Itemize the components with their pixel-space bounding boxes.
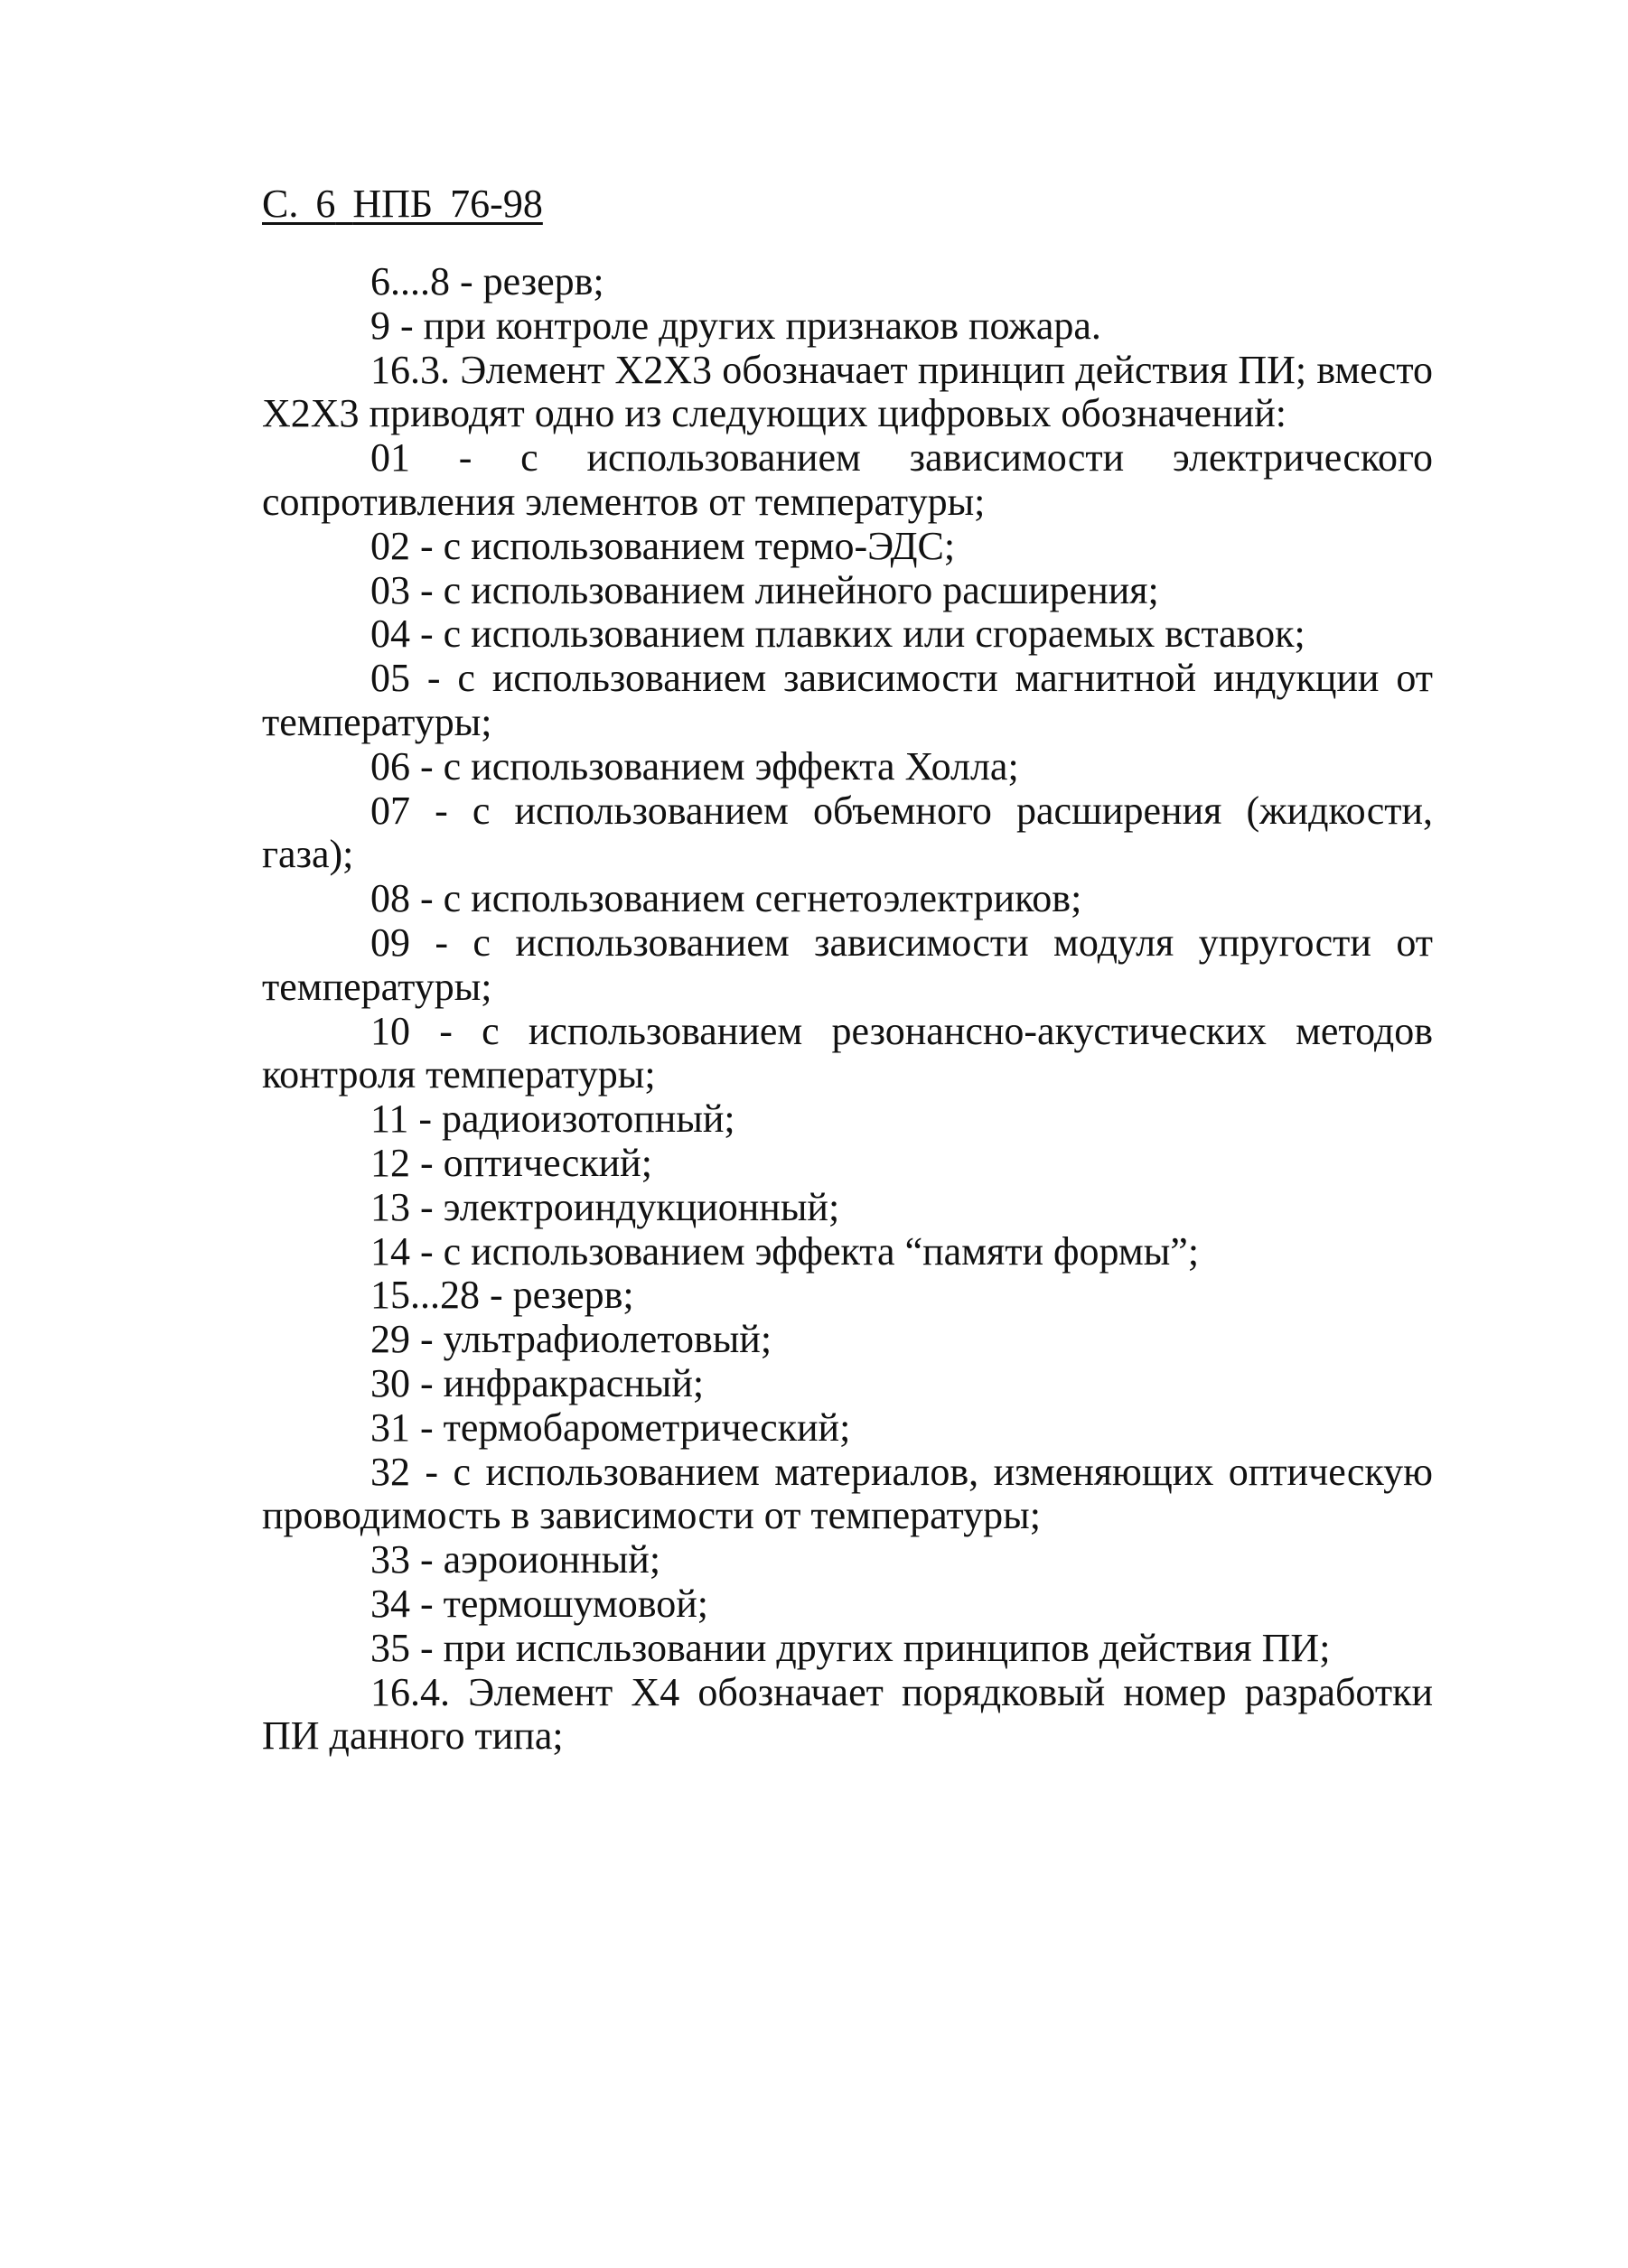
list-item-09: 09 - с использованием зависимости модуля упругости от температуры; (262, 919, 1433, 1009)
list-item-11: 11 - радиоизотопный; (370, 1097, 735, 1142)
list-item-05: 05 - с использованием зависимости магнитной индукции от температуры; (262, 656, 1433, 744)
list-item-33: 33 - аэроионный; (370, 1537, 661, 1582)
list-item-6-8-reserve: 6....8 - резерв; (370, 259, 604, 303)
list-item-02: 02 - с использованием термо-ЭДС; (370, 523, 956, 568)
list-item-13: 13 - электроиндукционный; (370, 1184, 840, 1229)
body-text (262, 260, 1433, 1759)
list-item-06: 06 - с использованием эффекта Холла; (370, 743, 1019, 789)
document-code: НПБ 76-98 (352, 182, 543, 226)
list-item-34: 34 - термошумовой; (370, 1581, 708, 1626)
list-item-30: 30 - инфракрасный; (370, 1360, 705, 1405)
clause-16-3: 16.3. Элемент Х2Х3 обозначает принцип действия ПИ; вместо Х2Х3 приводят одно из следующих цифровых обозначений: (262, 347, 1433, 436)
list-item-07: 07 - с использованием объемного расширения (жидкости, газа); (262, 788, 1433, 877)
list-item-9: 9 - при контроле других признаков пожара. (370, 303, 1101, 348)
page-header (262, 179, 543, 229)
list-item-15-28-reserve: 15...28 - резерв; (370, 1273, 634, 1318)
list-item-12: 12 - оптический; (370, 1140, 652, 1185)
list-item-35: 35 - при испсльзовании других принципов действия ПИ; (370, 1625, 1331, 1670)
list-item-03: 03 - с использованием линейного расширения; (370, 567, 1159, 612)
page-number: С. 6 (262, 182, 336, 226)
list-item-10: 10 - с использованием резонансно-акустических методов контроля температуры; (262, 1008, 1433, 1097)
list-item-08: 08 - с использованием сегнетоэлектриков; (370, 876, 1082, 921)
list-item-32: 32 - с использованием материалов, изменяющих оптическую проводимость в зависимости от температуры; (262, 1449, 1433, 1538)
list-item-14: 14 - с использованием эффекта “памяти формы”; (370, 1228, 1200, 1274)
list-item-31: 31 - термобарометрический; (370, 1405, 851, 1450)
clause-16-4: 16.4. Элемент Х4 обозначает порядковый номер разработки ПИ данного типа; (262, 1669, 1433, 1759)
list-item-04: 04 - с использованием плавких или сгораемых вставок; (370, 611, 1305, 657)
list-item-29: 29 - ультрафиолетовый; (370, 1317, 772, 1362)
list-item-01: 01 - с использованием зависимости электрического сопротивления элементов от температуры; (262, 435, 1433, 524)
